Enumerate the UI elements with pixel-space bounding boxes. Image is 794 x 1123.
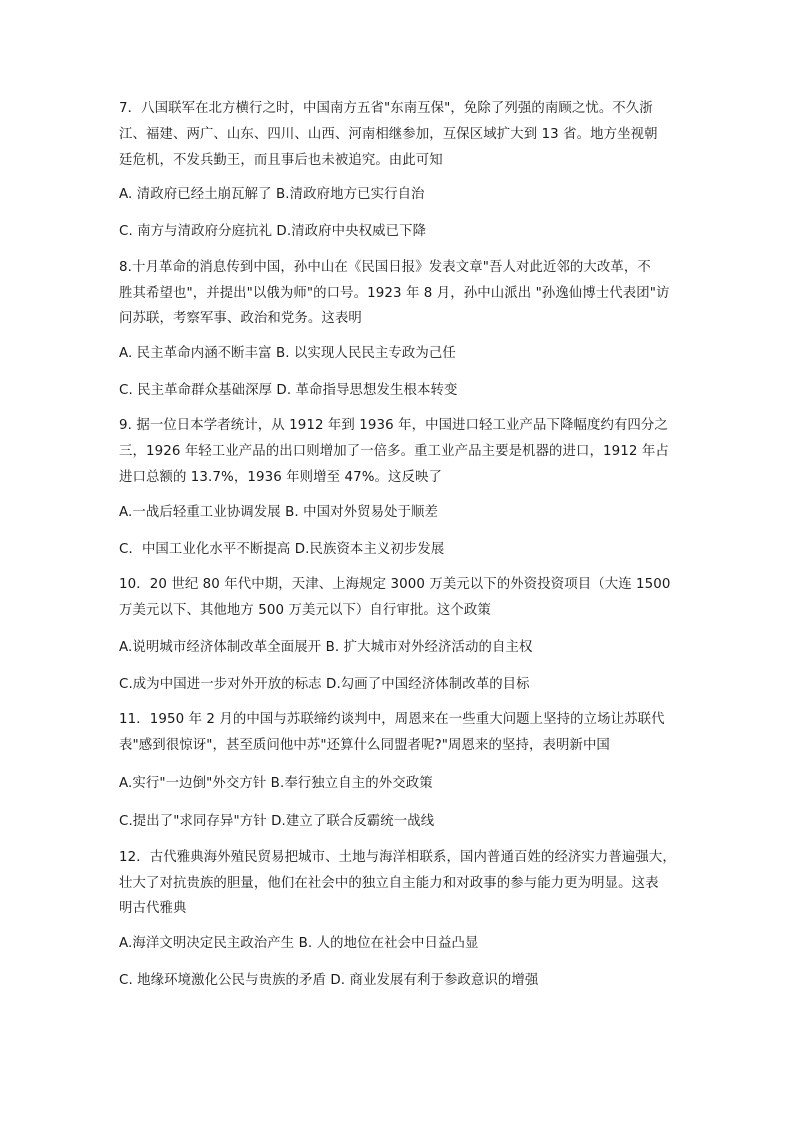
question-8-stem-line-2: 胜其希望也"，并提出"以俄为师"的口号。1923 年 8 月，孙中山派出 "孙逸仙博士代表团"访	[119, 286, 670, 301]
question-7-options-cd: C. 南方与清政府分庭抗礼 D.清政府中央权威已下降	[119, 224, 427, 239]
question-10-stem-line-1: 10．20 世纪 80 年代中期，天津、上海规定 3000 万美元以下的外资投资项目（大连 1500	[119, 577, 671, 592]
question-9-stem-line-2: 三，1926 年轻工业产品的出口则增加了一倍多。重工业产品主要是机器的进口，1912 年占	[119, 444, 669, 459]
question-9-options-cd: C．中国工业化水平不断提高 D.民族资本主义初步发展	[119, 542, 445, 557]
question-8-stem-line-3: 问苏联，考察军事、政治和党务。这表明	[119, 311, 362, 326]
question-10-options-ab: A.说明城市经济体制改革全面展开 B. 扩大城市对外经济活动的自主权	[119, 640, 533, 655]
question-12-stem-line-2: 壮大了对抗贵族的胆量，他们在社会中的独立自主能力和对政事的参与能力更为明显。这表	[119, 876, 659, 891]
question-9-options-ab: A.一战后轻重工业协调发展 B. 中国对外贸易处于顺差	[119, 505, 439, 520]
question-11-options-ab: A.实行"一边倒"外交方针 B.奉行独立自主的外交政策	[119, 776, 433, 791]
question-12-options-ab: A.海洋文明决定民主政治产生 B. 人的地位在社会中日益凸显	[119, 936, 479, 951]
question-12-stem-line-1: 12．古代雅典海外殖民贸易把城市、土地与海洋相联系，国内普通百姓的经济实力普遍强大，	[119, 850, 676, 865]
question-9-stem-line-3: 进口总额的 13.7%，1936 年则增至 47%。这反映了	[119, 470, 443, 485]
question-7-stem-line-1: 7．八国联军在北方横行之时，中国南方五省"东南互保"，免除了列强的南顾之忧。不久浙	[119, 101, 653, 116]
question-8-options-cd: C. 民主革命群众基础深厚 D. 革命指导思想发生根本转变	[119, 383, 458, 398]
question-10-options-cd: C.成为中国进一步对外开放的标志 D.勾画了中国经济体制改革的目标	[119, 677, 530, 692]
question-8-options-ab: A. 民主革命内涵不断丰富 B. 以实现人民民主专政为己任	[119, 346, 456, 361]
question-12-options-cd: C. 地缘环境激化公民与贵族的矛盾 D. 商业发展有利于参政意识的增强	[119, 973, 539, 988]
question-8-stem-line-1: 8.十月革命的消息传到中国，孙中山在《民国日报》发表文章"吾人对此近邻的大改革，不	[119, 260, 651, 275]
question-10-stem-line-2: 万美元以下、其他地方 500 万美元以下）自行审批。这个政策	[119, 603, 491, 618]
question-7-stem-line-2: 江、福建、两广、山东、四川、山西、河南相继参加，互保区域扩大到 13 省。地方坐视朝	[119, 127, 658, 142]
question-11-options-cd: C.提出了"求同存异"方针 D.建立了联合反霸统一战线	[119, 814, 435, 829]
question-7-stem-line-3: 廷危机，不发兵勤王，而且事后也未被追究。由此可知	[119, 153, 443, 168]
question-11-stem-line-1: 11．1950 年 2 月的中国与苏联缔约谈判中，周恩来在一些重大问题上坚持的立场让苏联代	[119, 712, 665, 727]
question-9-stem-line-1: 9. 据一位日本学者统计，从 1912 年到 1936 年，中国进口轻工业产品下降幅度约有四分之	[119, 418, 668, 433]
question-11-stem-line-2: 表"感到很惊讶"，甚至质问他中苏"还算什么同盟者呢?"周恩来的坚持，表明新中国	[119, 738, 610, 753]
question-12-stem-line-3: 明古代雅典	[119, 901, 187, 916]
question-7-options-ab: A. 清政府已经土崩瓦解了 B.清政府地方已实行自治	[119, 187, 425, 202]
